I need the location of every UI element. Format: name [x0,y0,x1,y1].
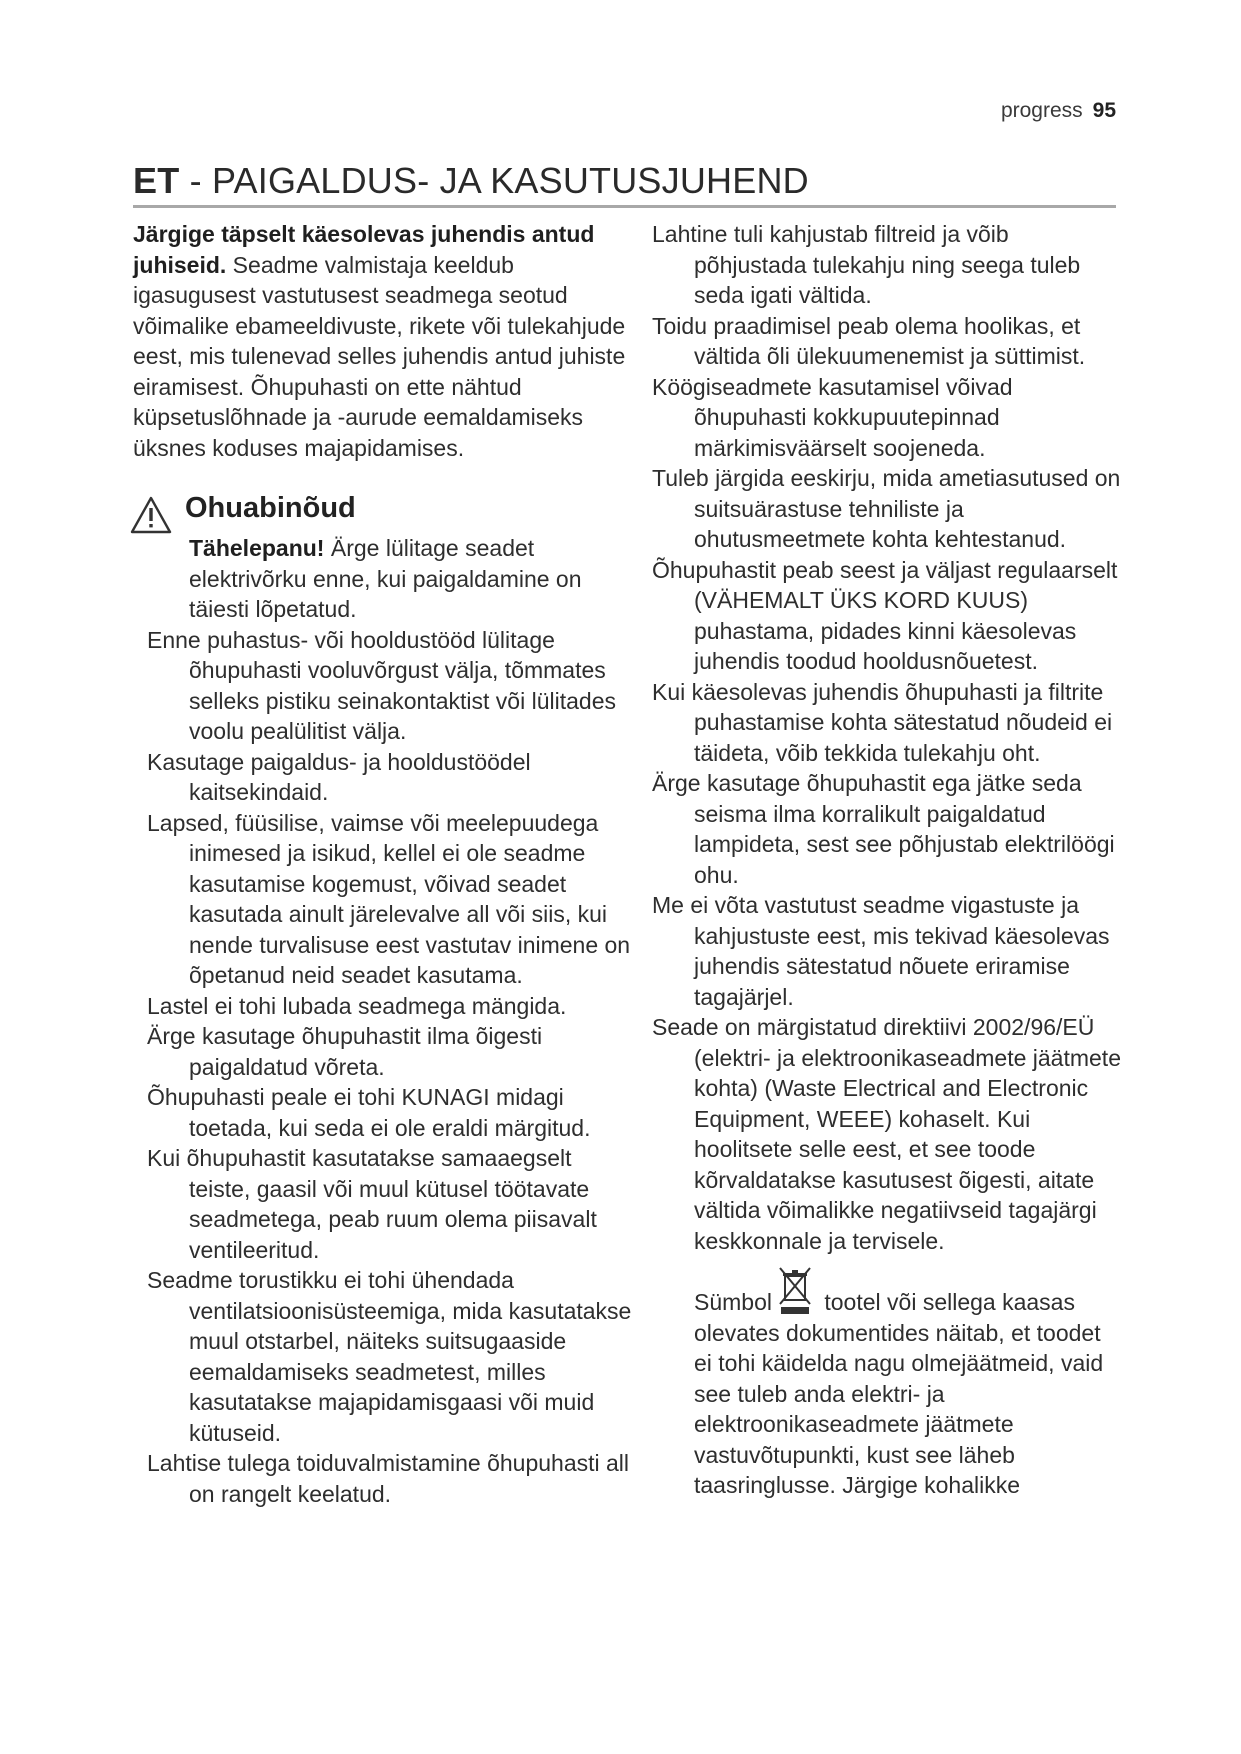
attention-label: Tähelepanu! [189,535,325,561]
crossed-bin-icon [776,1264,814,1316]
list-item: Seadme torustikku ei tohi ühendada ventilatsioonisüsteemiga, mida kasutatakse muul otstarbel, näiteks suitsugaaside eemaldamiseks seadmetest, milles kasutatakse majapidamisgaasi või muid kütuseid. [147,1267,632,1446]
list-item: Kui käesolevas juhendis õhupuhasti ja filtrite puhastamise kohta sätestatud nõudeid ei täideta, võib tekkida tulekahju oht. [652,678,1113,766]
warning-triangle-icon [129,495,173,535]
warnings-heading [133,493,633,529]
warnings-title: Ohuabinõud [185,492,356,524]
symbol-label: Sümbol [694,1289,772,1315]
list-item: Õhupuhastit peab seest ja väljast regulaarselt (VÄHEMALT ÜKS KORD KUUS) puhastama, pidades kinni käesolevas juhendis toodud hooldusnõuetest. [652,556,1118,674]
brand-name: progress [1000,99,1083,122]
list-item: Kui õhupuhastit kasutatakse samaaegselt teiste, gaasil või muul kütusel töötavate seadmetega, peab ruum olema piisavalt ventileeritud. [147,1145,597,1263]
right-column [652,219,1122,1501]
page-header [1001,99,1116,123]
attention-paragraph [189,533,633,625]
list-item: Toidu praadimisel peab olema hoolikas, et vältida õli ülekuumenemist ja süttimist. [652,312,1086,369]
list-item: Tuleb järgida eeskirju, mida ametiasutused on suitsuärastuse tehniliste ja ohutusmeetmete kohta kehtestanud. [652,465,1121,552]
title-text: - PAIGALDUS- JA KASUTUSJUHEND [179,160,809,201]
title-divider [133,205,1116,208]
list-item: Enne puhastus- või hooldustööd lülitage õhupuhasti vooluvõrgust välja, tõmmates selleks pistiku seinakontaktist või lülitades voolu pealülitist välja. [147,626,616,744]
weee-symbol-paragraph [652,1264,1122,1501]
language-code: ET [133,160,180,201]
list-item: Lapsed, füüsilise, vaimse või meelepuudega inimesed ja isikud, kellel ei ole seadme kasutamise kogemust, võivad seadet kasutada ainult järelevalve all või siis, kui nende turvalisuse eest vastutav inimene on õpetanud neid seadet kasutama. [147,809,631,988]
list-item: Lahtine tuli kahjustab filtreid ja võib põhjustada tulekahju ning seega tuleb seda igati vältida. [652,221,1081,308]
list-item: Seade on märgistatud direktiivi 2002/96/EÜ (elektri- ja elektroonikaseadmete jäätmete kohta) (Waste Electrical and Electronic Equipment, WEEE) kohaselt. Kui hoolitsete selle eest, et see toode kõrvaldatakse kasutusest õigesti, aitate vältida võimalikke negatiivseid tagajärgi keskkonnale ja tervisele. [652,1014,1121,1254]
list-item: Õhupuhasti peale ei tohi KUNAGI midagi toetada, kui seda ei ole eraldi märgitud. [147,1084,591,1141]
left-column [133,219,633,1509]
intro-bold: Järgige täpselt käesolevas juhendis antud juhiseid. [133,221,595,278]
page-title [133,160,809,202]
attention-text: Ärge lülitage seadet elektrivõrku enne, kui paigaldamine on täiesti lõpetatud. [189,535,582,622]
list-item: Me ei võta vastutust seadme vigastuste ja kahjustuste eest, mis tekivad käesolevas juhendis sätestatud nõuete eriramise tagajärjel. [652,892,1110,1010]
intro-paragraph [133,219,633,463]
symbol-text: tootel või sellega kaasas olevates dokumentides näitab, et toodet ei tohi käidelda nagu olmejäätmeid, vaid see tuleb anda elektri- ja elektroonikaseadmete jäätmete vastuvõtupunkti, kust see läheb taasringlusse. Järgige kohalikke [694,1289,1104,1498]
list-item: Lahtise tulega toiduvalmistamine õhupuhasti all on rangelt keelatud. [147,1450,630,1507]
list-item: Ärge kasutage õhupuhastit ega jätke seda seisma ilma korralikult paigaldatud lampideta, sest see põhjustab elektrilöögi ohu. [652,770,1115,888]
list-item: Lastel ei tohi lubada seadmega mängida. [147,992,567,1019]
list-item: Ärge kasutage õhupuhastit ilma õigesti paigaldatud võreta. [147,1023,543,1080]
list-item: Kasutage paigaldus- ja hooldustöödel kaitsekindaid. [147,748,531,805]
page-number: 95 [1092,99,1116,122]
list-item: Köögiseadmete kasutamisel võivad õhupuhasti kokkupuutepinnad märkimisväärselt soojeneda. [652,373,1013,461]
intro-text: Seadme valmistaja keeldub igasugusest vastutusest seadmega seotud võimalike ebameeldivuste, rikete või tulekahjude eest, mis tulenevad selles juhendis antud juhiste eiramisest. Õhupuhasti on ette nähtud küpsetuslõhnade ja -aurude eemaldamiseks üksnes koduses majapidamises. [133,251,626,461]
